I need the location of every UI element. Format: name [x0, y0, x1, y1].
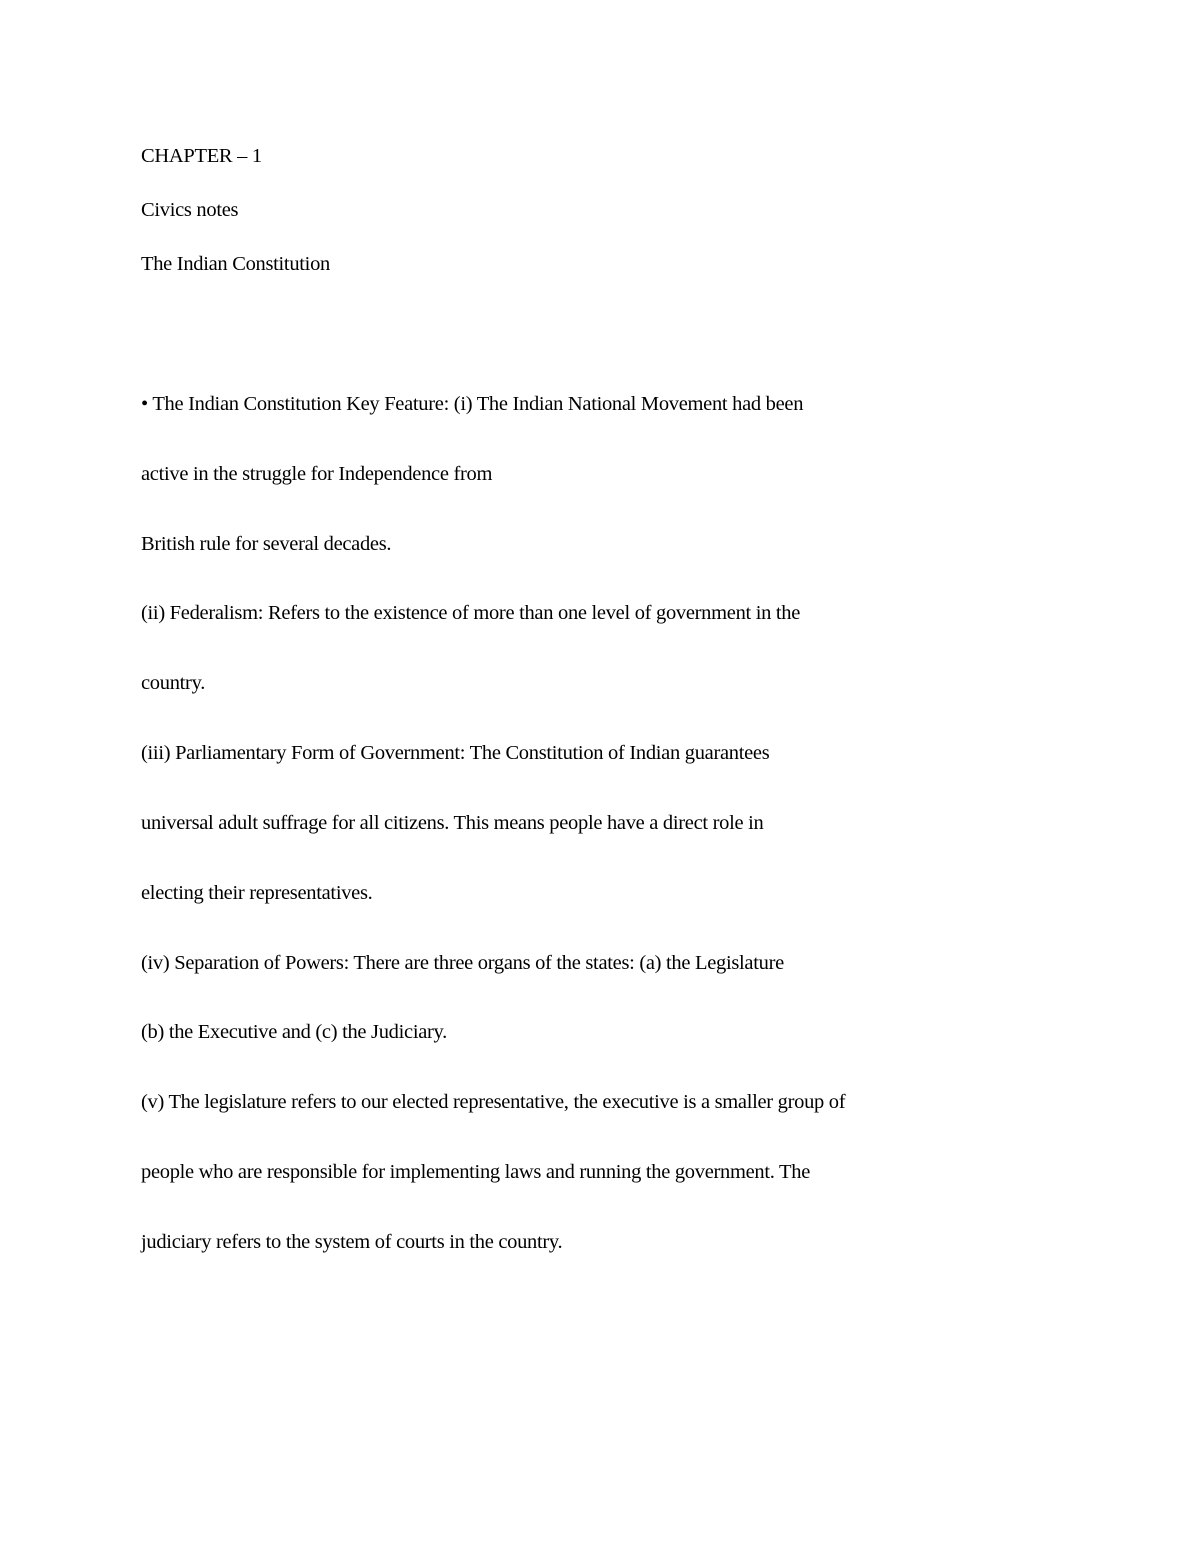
body-line: (v) The legislature refers to our elected representative, the executive is a smaller group of: [141, 1091, 846, 1113]
body-line: universal adult suffrage for all citizens. This means people have a direct role in: [141, 812, 764, 834]
body-line: judiciary refers to the system of courts in the country.: [141, 1231, 563, 1253]
chapter-heading: CHAPTER – 1: [141, 145, 262, 167]
body-line: (iii) Parliamentary Form of Government: The Constitution of Indian guarantees: [141, 742, 770, 764]
body-line: British rule for several decades.: [141, 533, 392, 555]
body-line: (iv) Separation of Powers: There are three organs of the states: (a) the Legislature: [141, 952, 784, 974]
body-line: • The Indian Constitution Key Feature: (i) The Indian National Movement had been: [141, 393, 804, 415]
topic-heading: The Indian Constitution: [141, 253, 330, 275]
body-line: active in the struggle for Independence from: [141, 463, 493, 485]
subject-heading: Civics notes: [141, 199, 239, 221]
body-line: people who are responsible for implementing laws and running the government. The: [141, 1161, 811, 1183]
body-line: (ii) Federalism: Refers to the existence of more than one level of government in the: [141, 602, 801, 624]
body-line: (b) the Executive and (c) the Judiciary.: [141, 1021, 447, 1043]
body-line: country.: [141, 672, 206, 694]
body-line: electing their representatives.: [141, 882, 373, 904]
